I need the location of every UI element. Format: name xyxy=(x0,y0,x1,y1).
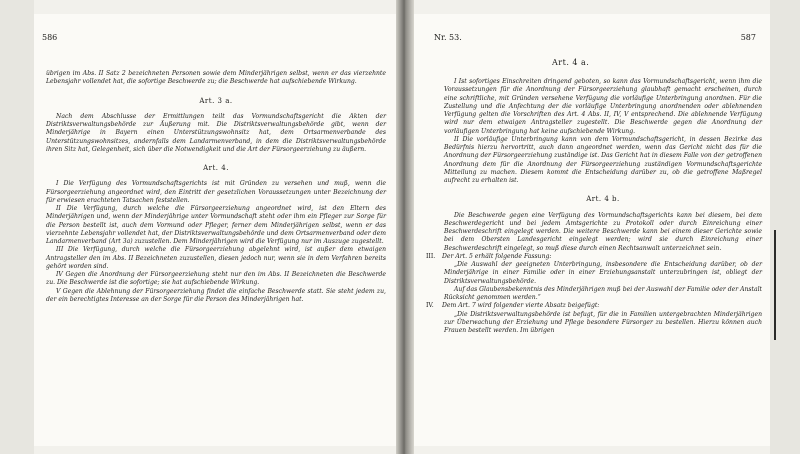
article-heading-4b: Art. 4 b. xyxy=(586,195,620,204)
left-page-body xyxy=(46,42,386,304)
section-3-paragraph-1: „Die Auswahl der geeigneten Unterbringung, insbesondere die Entscheidung darüber, ob der Minderjährige in einer Familie oder in einer Erziehungsanstalt unterzubringen ist, obliegt der Distriktsverwaltungsbehörde. xyxy=(444,261,762,285)
intro-paragraph: übrigen im Abs. II Satz 2 bezeichneten Personen sowie dem Minderjährigen selbst, wenn er das vierzehnte Lebensjahr vollendet hat, die sofortige Beschwerde zu; die Beschwerde hat aufschiebende Wirkung. xyxy=(46,70,386,86)
article-heading-3a: Art. 3 a. xyxy=(199,96,233,105)
left-page xyxy=(34,14,396,446)
article-4-paragraph-4: IV Gegen die Anordnung der Fürsorgeerziehung steht nur den im Abs. II Bezeichneten die Beschwerde zu. Die Beschwerde ist die sofortige; sie hat aufschiebende Wirkung. xyxy=(46,271,386,287)
section-3-marker: III. xyxy=(426,252,436,260)
section-4-text: „Die Distriktsverwaltungsbehörde ist befugt, für die in Familien untergebrachten Minderjährigen zur Überwachung der Erziehung und Pflege besondere Fürsorger zu bestellen. Hierzu können auch Frauen bestellt werden. Im übrigen xyxy=(444,310,762,334)
article-4-paragraph-3: III Die Verfügung, durch welche die Fürsorgeerziehung abgelehnt wird, ist außer dem etwaigen Antragsteller den im Abs. II Bezeichneten zuzustellen, diesen jedoch nur, wenn sie in dem Verfahren bereits gehört worden sind. xyxy=(46,246,386,270)
right-page xyxy=(414,14,770,446)
scan-margin-right xyxy=(770,0,800,454)
section-3-lead xyxy=(426,252,762,261)
right-page-body xyxy=(426,78,762,335)
article-4b-text: Die Beschwerde gegen eine Verfügung des Vormundschaftsgerichts kann bei diesem, bei dem Beschwerdegericht und bei jedem Amtsgerichte zu Protokoll oder durch Einreichung einer Beschwerdeschrift eingelegt werden. Die weitere Beschwerde kann bei einem dieser Gerichte sowie bei dem Obersten Landesgericht eingelegt werden; wird sie durch Einreichung einer Beschwerdeschrift eingelegt, so muß diese durch einen Rechtsanwalt unterzeichnet sein. xyxy=(444,211,762,252)
page-number-left: 586 xyxy=(42,33,58,42)
article-4a-paragraph-2: II Die vorläufige Unterbringung kann von dem Vormundschaftsgericht, in dessen Bezirke das Bedürfnis hierzu hervortritt, auch dann angeordnet werden, wenn das Gericht nicht das für die Anordnung der Fürsorgeerziehung zuständige ist. Das Gericht hat in diesem Falle von der getroffenen Anordnung dem für die Anordnung der Fürsorgeerziehung zuständigen Vormundschaftsgerichte Mitteilung zu machen. Diesem kommt die Entscheidung darüber zu, ob die getroffene Maßregel aufrecht zu erhalten ist. xyxy=(444,135,762,184)
section-3-paragraph-2: Auf das Glaubensbekenntnis des Minderjährigen muß bei der Auswahl der Familie oder der Anstalt Rücksicht genommen werden.“ xyxy=(444,285,762,301)
article-4-paragraph-1: I Die Verfügung des Vormundschaftsgerichts ist mit Gründen zu versehen und muß, wenn die Fürsorgeerziehung angeordnet wird, den Eintritt der gesetzlichen Voraussetzungen unter Bezeichnung der für erwiesen erachteten Tatsachen feststellen. xyxy=(46,180,386,204)
section-4-marker: IV. xyxy=(426,302,434,310)
scan-margin-left xyxy=(0,0,34,454)
section-3-lead-text: Der Art. 5 erhält folgende Fassung: xyxy=(442,252,552,260)
running-head: Nr. 53. xyxy=(434,33,462,42)
article-4a-paragraph-1: I Ist sofortiges Einschreiten dringend geboten, so kann das Vormundschaftsgericht, wenn ihm die Voraussetzungen für die Anordnung der Fürsorgeerziehung glaubhaft gemacht erscheinen, durch eine schriftliche, mit Gründen versehene Verfügung die vorläufige Unterbringung anordnen. Für die Zustellung und die Anfechtung der die vorläufige Unterbringung anordnenden oder ablehnenden Verfügung gelten die Vorschriften des Art. 4 Abs. II, IV, V entsprechend. Die ablehnende Verfügung wird nur dem etwaigen Antragsteller zugestellt. Die Beschwerde gegen die Anordnung der vorläufigen Unterbringung hat keine aufschiebende Wirkung. xyxy=(444,78,762,135)
page-number-right: 587 xyxy=(740,33,756,42)
section-4-lead xyxy=(426,302,762,310)
section-4-lead-text: Dem Art. 7 wird folgender vierte Absatz beigefügt: xyxy=(442,302,600,310)
article-3a-text: Nach dem Abschlusse der Ermittlungen teilt das Vormundschaftsgericht die Akten der Distriktsverwaltungsbehörde zur Äußerung mit. Die Distriktsverwaltungsbehörde gibt, wenn der Minderjährige in Bayern einen Unterstützungswohnsitz hat, dem Ortsarmenverbande des Unterstützungswohnsitzes, andernfalls dem Landarmenverband, in dem die Distriktsverwaltungsbehörde ihren Sitz hat, Gelegenheit, sich über die Notwendigkeit und die Art der Fürsorgeerziehung zu äußern. xyxy=(46,112,386,153)
book-gutter xyxy=(396,0,414,454)
article-heading-4a: Art. 4 a. xyxy=(552,58,590,67)
article-4-paragraph-2: II Die Verfügung, durch welche die Fürsorgeerziehung angeordnet wird, ist den Eltern des Minderjährigen und, wenn der Minderjährige unter Vormundschaft steht oder ihm ein Pfleger zur Sorge für die Person bestellt ist, auch dem Vormund oder Pfleger, ferner dem Minderjährigen selbst, wenn er das vierzehnte Lebensjahr vollendet hat, der Distriktsverwaltungsbehörde und dem Ortsarmenverband oder dem Landarmenverband (Art 3a) zuzustellen. Dem Minderjährigen wird die Verfügung nur im Auszuge zugestellt. xyxy=(46,205,386,245)
article-heading-4: Art. 4. xyxy=(203,164,229,172)
article-4-paragraph-5: V Gegen die Ablehnung der Fürsorgeerziehung findet die einfache Beschwerde statt. Sie steht jedem zu, der ein berechtigtes Interesse an der Sorge für die Person des Minderjährigen hat. xyxy=(46,287,386,303)
